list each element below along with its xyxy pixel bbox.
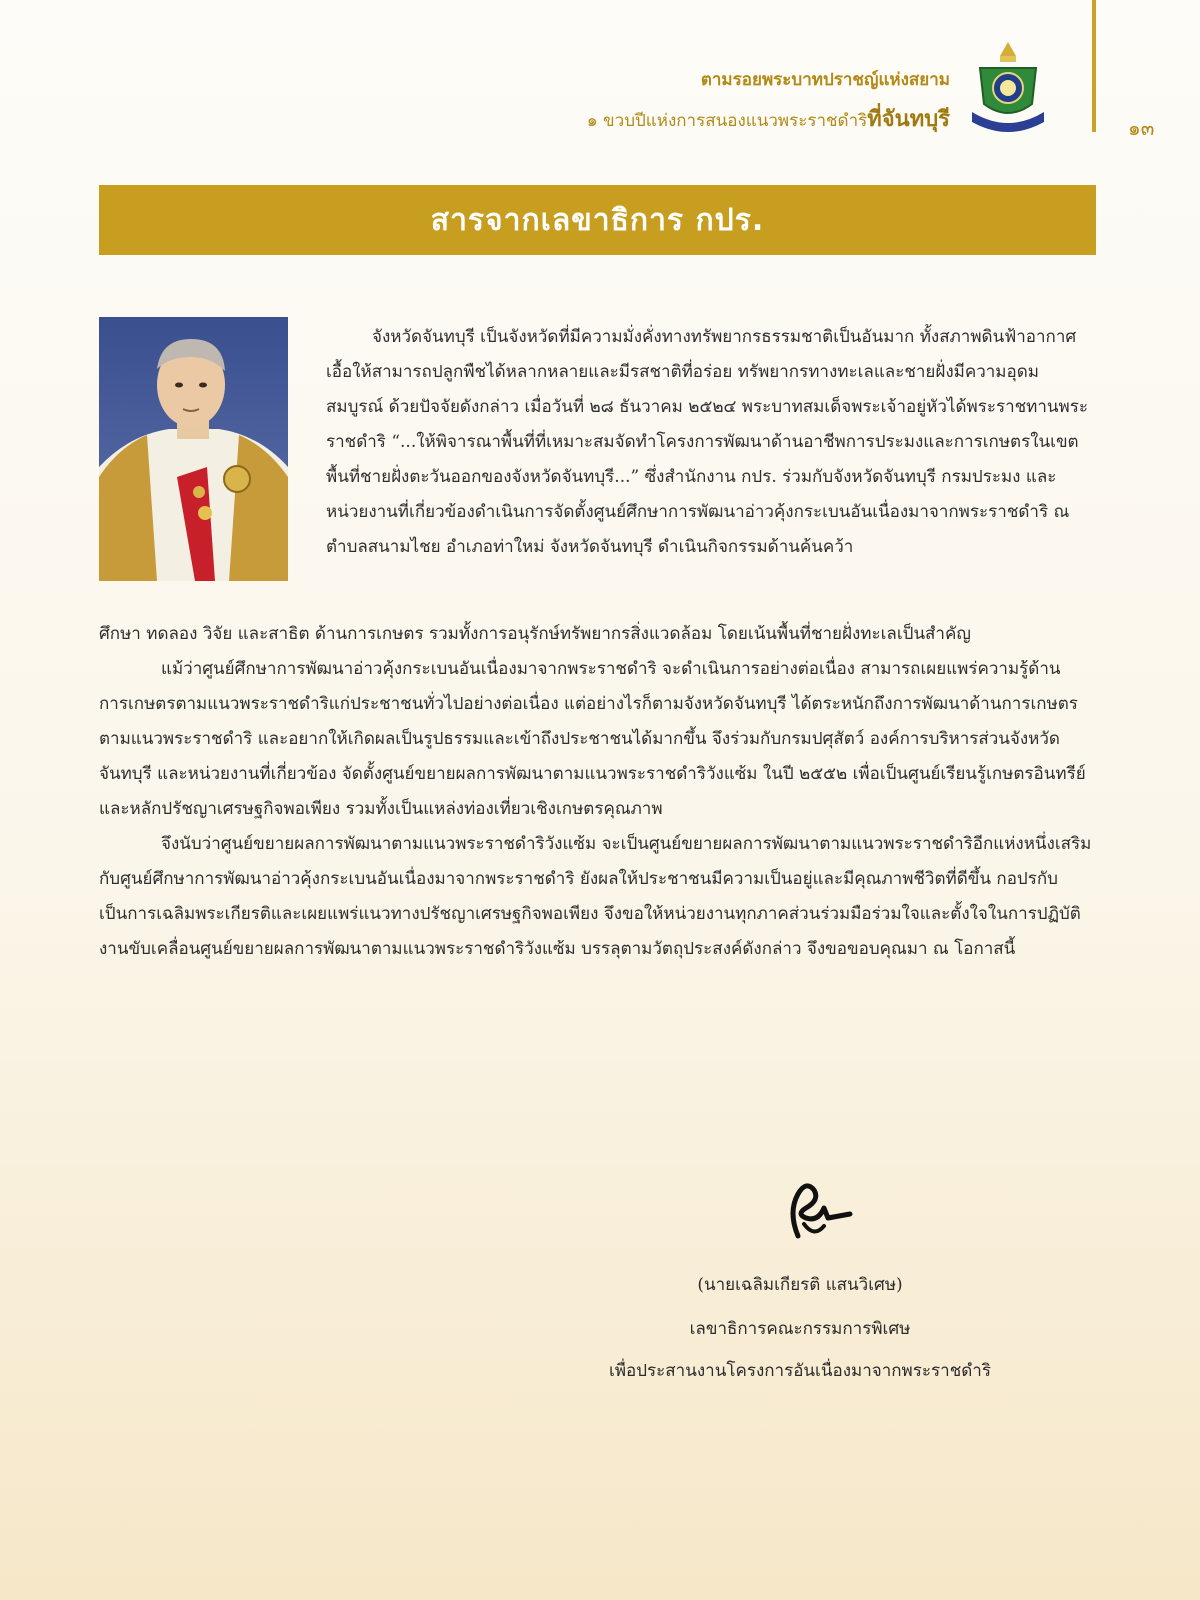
header-divider bbox=[1092, 0, 1096, 132]
title-banner bbox=[99, 185, 1096, 255]
signatory-name: (นายเฉลิมเกียรติ แสนวิเศษ) bbox=[697, 1275, 903, 1295]
paragraph-3: จึงนับว่าศูนย์ขยายผลการพัฒนาตามแนวพระราชดำริวังแซ้ม จะเป็นศูนย์ขยายผลการพัฒนาตามแนวพระราชดำริอีกแห่งหนึ่งเสริมกับศูนย์ศึกษาการพัฒนาอ่าวคุ้งกระเบนอันเนื่องมาจากพระราชดำริ ยังผลให้ประชาชนมีความเป็นอยู่และมีคุณภาพชีวิตที่ดีขึ้น กอปรกับเป็นการเฉลิมพระเกียรติและเผยแพร่แนวทางปรัชญาเศรษฐกิจพอเพียง จึงขอให้หน่วยงานทุกภาคส่วนร่วมมือร่วมใจและตั้งใจในการปฏิบัติงานขับเคลื่อนศูนย์ขยายผลการพัฒนาตามแนวพระราชดำริวังแซ้ม บรรลุตามวัตถุประสงค์ดังกล่าว จึงขอขอบคุณมา ณ โอกาสนี้ bbox=[99, 834, 1092, 959]
handwritten-signature bbox=[784, 1178, 856, 1242]
header-subtitle-prefix: ๑ ขวบปีแห่งการสนองแนวพระราชดำริ bbox=[586, 111, 868, 131]
main-paragraphs bbox=[99, 617, 1099, 967]
paragraph-1-continued: ศึกษา ทดลอง วิจัย และสาธิต ด้านการเกษตร รวมทั้งการอนุรักษ์ทรัพยากรสิ่งแวดล้อม โดยเน้นพื้นที่ชายฝั่งทะเลเป็นสำคัญ bbox=[99, 624, 971, 644]
header-series-title: ตามรอยพระบาทปราชญ์แห่งสยาม bbox=[700, 70, 950, 90]
intro-paragraph bbox=[326, 320, 1096, 565]
header-subtitle bbox=[587, 101, 950, 136]
header-subtitle-strong: ที่จันทบุรี bbox=[867, 107, 950, 132]
signatory-position: เลขาธิการคณะกรรมการพิเศษ bbox=[689, 1319, 911, 1339]
page-number: ๑๓ bbox=[1128, 116, 1155, 140]
royal-emblem-icon bbox=[966, 38, 1050, 138]
paragraph-1: จังหวัดจันทบุรี เป็นจังหวัดที่มีความมั่งคั่งทางทรัพยากรธรรมชาติเป็นอันมาก ทั้งสภาพดินฟ้าอากาศเอื้อให้สามารถปลูกพืชได้หลากหลายและมีรสชาติที่อร่อย ทรัพยากรทางทะเลและชายฝั่งมีความอุดมสมบูรณ์ ด้วยปัจจัยดังกล่าว เมื่อวันที่ ๒๘ ธันวาคม ๒๕๒๔ พระบาทสมเด็จพระเจ้าอยู่หัวได้พระราชทานพระราชดำริ “...ให้พิจารณาพื้นที่ที่เหมาะสมจัดทำโครงการพัฒนาด้านอาชีพการประมงและการเกษตรในเขตพื้นที่ชายฝั่งตะวันออกของจังหวัดจันทบุรี...” ซึ่งสำนักงาน กปร. ร่วมกับจังหวัดจันทบุรี กรมประมง และหน่วยงานที่เกี่ยวข้องดำเนินการจัดตั้งศูนย์ศึกษาการพัฒนาอ่าวคุ้งกระเบนอันเนื่องมาจากพระราชดำริ ณ ตำบลสนามไชย อำเภอท่าใหม่ จังหวัดจันทบุรี ดำเนินกิจกรรมด้านค้นคว้า bbox=[326, 327, 1089, 557]
page-title: สารจากเลขาธิการ กปร. bbox=[430, 202, 765, 238]
header-text bbox=[587, 66, 950, 136]
signatory-position-2: เพื่อประสานงานโครงการอันเนื่องมาจากพระราชดำริ bbox=[609, 1361, 991, 1381]
portrait-photo bbox=[99, 317, 288, 581]
page-header bbox=[570, 58, 1090, 148]
paragraph-2: แม้ว่าศูนย์ศึกษาการพัฒนาอ่าวคุ้งกระเบนอันเนื่องมาจากพระราชดำริ จะดำเนินการอย่างต่อเนื่อง สามารถเผยแพร่ความรู้ด้านการเกษตรตามแนวพระราชดำริแก่ประชาชนทั่วไปอย่างต่อเนื่อง แต่อย่างไรก็ตามจังหวัดจันทบุรี ได้ตระหนักถึงการพัฒนาด้านการเกษตรตามแนวพระราชดำริ และอยากให้เกิดผลเป็นรูปธรรมและเข้าถึงประชาชนได้มากขึ้น จึงร่วมกับกรมปศุสัตว์ องค์การบริหารส่วนจังหวัดจันทบุรี และหน่วยงานที่เกี่ยวข้อง จัดตั้งศูนย์ขยายผลการพัฒนาตามแนวพระราชดำริวังแซ้ม ในปี ๒๕๕๒ เพื่อเป็นศูนย์เรียนรู้เกษตรอินทรีย์และหลักปรัชญาเศรษฐกิจพอเพียง รวมทั้งเป็นแหล่งท่องเที่ยวเชิงเกษตรคุณภาพ bbox=[99, 659, 1086, 819]
